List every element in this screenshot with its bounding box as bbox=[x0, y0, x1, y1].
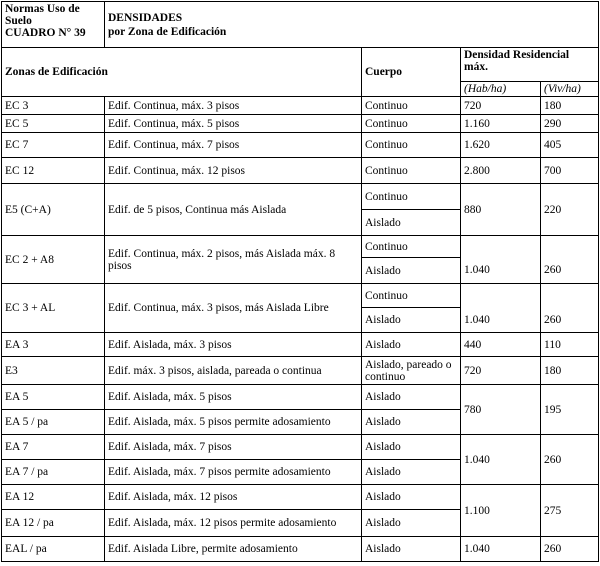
zone-viv: 275 bbox=[541, 485, 599, 537]
norma-line2: Suelo bbox=[5, 15, 32, 27]
densidades-table bbox=[1, 1, 599, 562]
zone-desc: Edif. Aislada, máx. 12 pisos bbox=[105, 485, 362, 510]
zone-hab: 720 bbox=[461, 357, 541, 385]
zone-viv: 220 bbox=[541, 184, 599, 236]
table-row bbox=[2, 485, 599, 510]
zone-code: EA 5 / pa bbox=[2, 410, 105, 435]
densidad-header: Densidad Residencial máx. bbox=[461, 48, 599, 82]
zone-cuerpo: Aislado bbox=[362, 435, 461, 460]
zone-desc: Edif. Aislada, máx. 12 pisos permite adosamiento bbox=[105, 510, 362, 537]
title-line1: DENSIDADES bbox=[108, 11, 183, 24]
zone-code: EA 12 bbox=[2, 485, 105, 510]
cuerpo-header: Cuerpo bbox=[362, 48, 461, 97]
zone-cuerpo: Aislado bbox=[362, 485, 461, 510]
zone-hab: 1.620 bbox=[461, 133, 541, 158]
zone-cuerpo: Continuo bbox=[362, 115, 461, 133]
zone-code: EC 12 bbox=[2, 158, 105, 184]
zone-code: EC 3 bbox=[2, 97, 105, 115]
zone-viv: 195 bbox=[541, 385, 599, 435]
zone-hab: 1.040 bbox=[461, 258, 541, 284]
zone-hab: 1.160 bbox=[461, 115, 541, 133]
zone-cuerpo: Aislado bbox=[362, 460, 461, 485]
zone-code: EA 7 / pa bbox=[2, 460, 105, 485]
zone-cuerpo: Aislado bbox=[362, 210, 461, 236]
zone-desc: Edif. Aislada, máx. 5 pisos bbox=[105, 385, 362, 410]
table-row bbox=[2, 97, 599, 115]
zone-hab: 1.040 bbox=[461, 308, 541, 333]
zone-viv: 180 bbox=[541, 357, 599, 385]
zone-cuerpo: Continuo bbox=[362, 236, 461, 258]
zone-hab: 880 bbox=[461, 184, 541, 236]
zone-desc: Edif. Aislada, máx. 5 pisos permite adosamiento bbox=[105, 410, 362, 435]
zone-cuerpo: Aislado bbox=[362, 537, 461, 562]
norma-line1: Normas Uso de bbox=[5, 3, 80, 15]
zone-cuerpo: Continuo bbox=[362, 133, 461, 158]
zone-hab: 440 bbox=[461, 333, 541, 357]
zone-desc: Edif. Continua, máx. 2 pisos, más Aislada máx. 8 pisos bbox=[105, 236, 362, 284]
zone-code: EC 3 + AL bbox=[2, 284, 105, 333]
table-row bbox=[2, 385, 599, 410]
table-row bbox=[2, 537, 599, 562]
zone-desc: Edif. Continua, máx. 7 pisos bbox=[105, 133, 362, 158]
zone-cuerpo: Aislado bbox=[362, 308, 461, 333]
zone-code: EA 5 bbox=[2, 385, 105, 410]
norma-cell bbox=[2, 2, 105, 48]
zone-cuerpo: Aislado, pareado o continuo bbox=[362, 357, 461, 385]
norma-line3: CUADRO N° 39 bbox=[5, 27, 86, 39]
zone-hab: 780 bbox=[461, 385, 541, 435]
zone-hab: 1.040 bbox=[461, 537, 541, 562]
zone-code: EA 12 / pa bbox=[2, 510, 105, 537]
table-row bbox=[2, 184, 599, 210]
zone-hab: 1.040 bbox=[461, 435, 541, 485]
zone-desc: Edif. Aislada, máx. 7 pisos permite adosamiento bbox=[105, 460, 362, 485]
zone-cuerpo: Continuo bbox=[362, 284, 461, 308]
zone-viv: 260 bbox=[541, 435, 599, 485]
zone-cuerpo: Aislado bbox=[362, 510, 461, 537]
zone-code: EA 3 bbox=[2, 333, 105, 357]
zone-cuerpo: Continuo bbox=[362, 184, 461, 210]
zone-desc: Edif. máx. 3 pisos, aislada, pareada o continua bbox=[105, 357, 362, 385]
zone-viv: 260 bbox=[541, 258, 599, 284]
zone-desc: Edif. Continua, máx. 3 pisos bbox=[105, 97, 362, 115]
zone-cuerpo: Aislado bbox=[362, 333, 461, 357]
zonas-header: Zonas de Edificación bbox=[2, 48, 362, 97]
zone-desc: Edif. Continua, máx. 12 pisos bbox=[105, 158, 362, 184]
zone-cuerpo: Aislado bbox=[362, 385, 461, 410]
zone-hab: 2.800 bbox=[461, 158, 541, 184]
zone-cuerpo: Aislado bbox=[362, 410, 461, 435]
zone-code: EC 2 + A8 bbox=[2, 236, 105, 284]
zone-viv: 290 bbox=[541, 115, 599, 133]
zone-desc: Edif. de 5 pisos, Continua más Aislada bbox=[105, 184, 362, 236]
zone-cuerpo: Aislado bbox=[362, 258, 461, 284]
zone-code: E3 bbox=[2, 357, 105, 385]
table-row bbox=[2, 357, 599, 385]
zone-code: EC 5 bbox=[2, 115, 105, 133]
table-row bbox=[2, 115, 599, 133]
zone-desc: Edif. Aislada, máx. 3 pisos bbox=[105, 333, 362, 357]
zone-desc: Edif. Continua, máx. 5 pisos bbox=[105, 115, 362, 133]
zone-desc: Edif. Aislada, máx. 7 pisos bbox=[105, 435, 362, 460]
zone-cuerpo: Continuo bbox=[362, 158, 461, 184]
zone-viv: 110 bbox=[541, 333, 599, 357]
table-row bbox=[2, 236, 599, 258]
zone-viv: 260 bbox=[541, 537, 599, 562]
zone-viv: 700 bbox=[541, 158, 599, 184]
zone-hab: 1.100 bbox=[461, 485, 541, 537]
table-row bbox=[2, 284, 599, 308]
table-row bbox=[2, 133, 599, 158]
table-row bbox=[2, 435, 599, 460]
zone-code: EA 7 bbox=[2, 435, 105, 460]
table-row bbox=[2, 333, 599, 357]
table-row bbox=[2, 158, 599, 184]
zone-viv: 405 bbox=[541, 133, 599, 158]
viv-header: (Viv/ha) bbox=[541, 82, 599, 97]
hab-header: (Hab/ha) bbox=[461, 82, 541, 97]
zone-cuerpo: Continuo bbox=[362, 97, 461, 115]
zone-desc: Edif. Aislada Libre, permite adosamiento bbox=[105, 537, 362, 562]
zone-hab: 720 bbox=[461, 97, 541, 115]
zone-viv: 260 bbox=[541, 308, 599, 333]
zone-code: EC 7 bbox=[2, 133, 105, 158]
title-cell bbox=[105, 2, 599, 48]
zone-code: EAL / pa bbox=[2, 537, 105, 562]
zone-desc: Edif. Continua, máx. 3 pisos, más Aislada Libre bbox=[105, 284, 362, 333]
zone-viv: 180 bbox=[541, 97, 599, 115]
title-line2: por Zona de Edificación bbox=[108, 25, 227, 38]
zone-code: E5 (C+A) bbox=[2, 184, 105, 236]
